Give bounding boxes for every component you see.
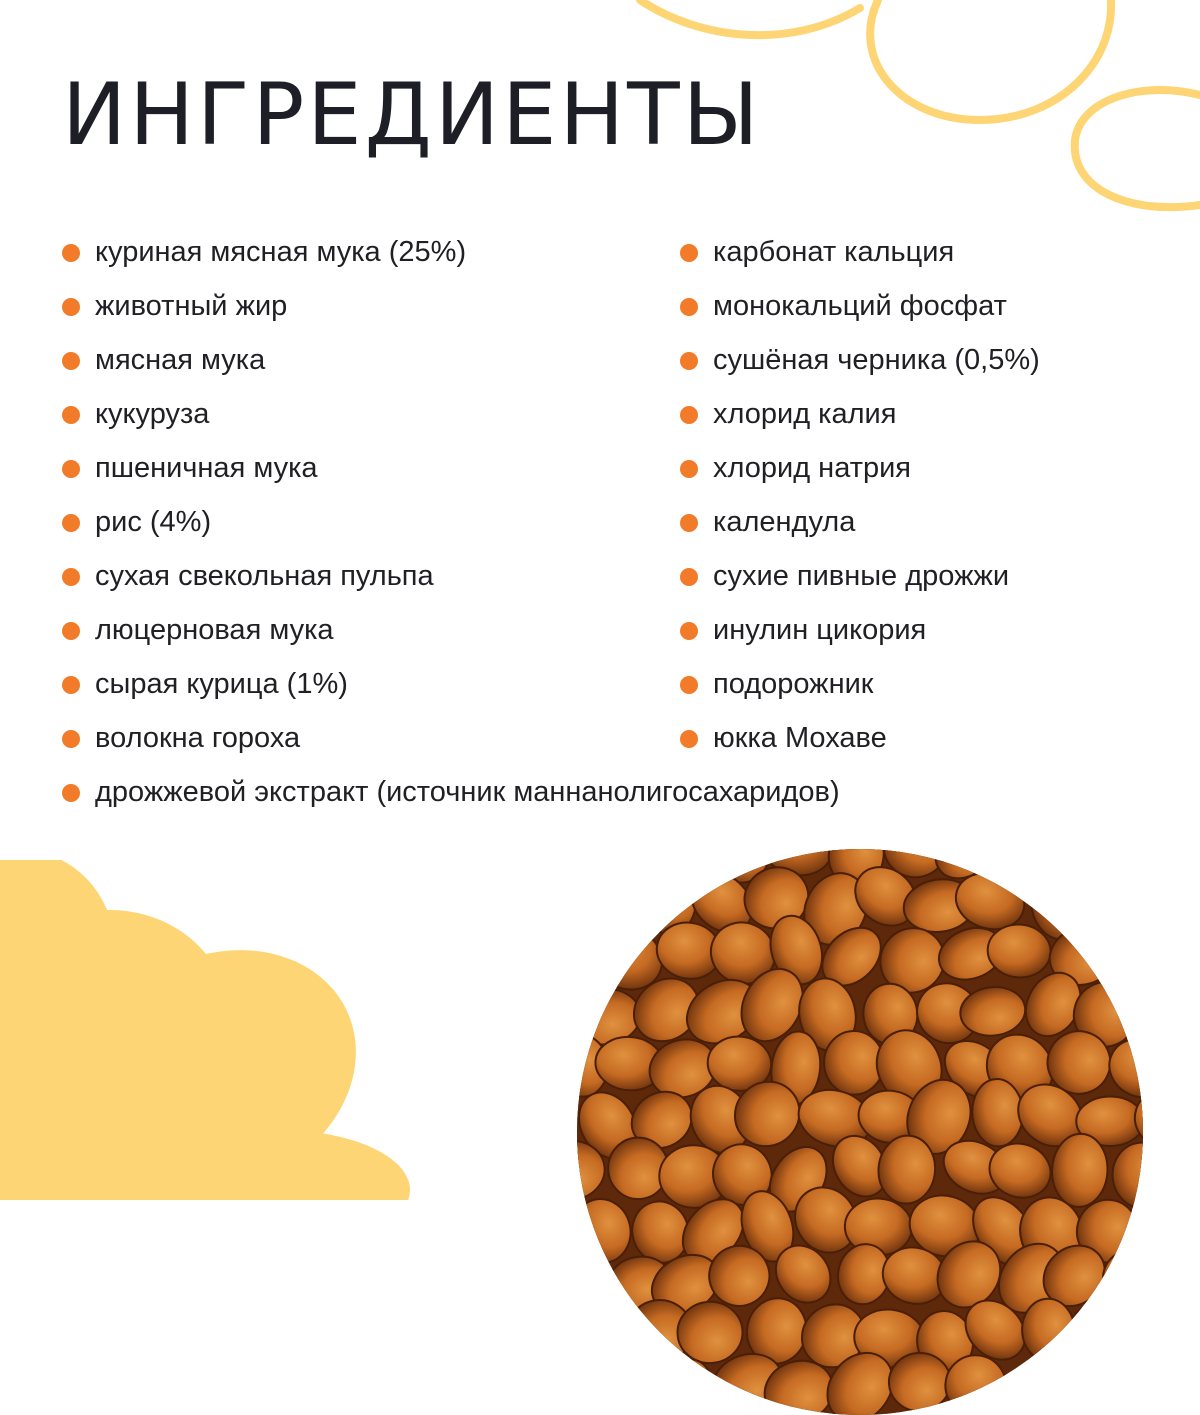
- list-item: [680, 225, 1040, 279]
- ingredient-label: карбонат кальция: [713, 235, 955, 268]
- kibble-piece: [1028, 1337, 1123, 1415]
- ingredient-label: подорожник: [713, 667, 874, 700]
- ingredients-list-right: [680, 225, 1040, 765]
- ingredient-label: кукуруза: [95, 397, 210, 430]
- list-item: [680, 441, 1040, 495]
- bullet-icon: [62, 676, 80, 694]
- ingredient-label: сушёная черника (0,5%): [713, 343, 1040, 376]
- list-item: [680, 279, 1040, 333]
- flower-decoration: [0, 860, 420, 1200]
- bullet-icon: [680, 352, 698, 370]
- kibble-piece: [577, 854, 640, 940]
- list-item: [680, 603, 1040, 657]
- bullet-icon: [680, 298, 698, 316]
- ingredient-label: сырая курица (1%): [95, 667, 348, 700]
- bullet-icon: [62, 244, 80, 262]
- bullet-icon: [62, 298, 80, 316]
- kibble-piece: [599, 1357, 668, 1415]
- bullet-icon: [680, 730, 698, 748]
- kibble-piece: [577, 1346, 612, 1415]
- bullet-icon: [62, 784, 80, 802]
- ingredient-label: куриная мясная мука (25%): [95, 235, 467, 268]
- kibble-photo: [577, 849, 1143, 1415]
- ingredient-label: инулин цикория: [713, 613, 927, 646]
- kibble-piece: [823, 1030, 884, 1095]
- kibble-piece: [661, 849, 710, 888]
- bullet-icon: [680, 406, 698, 424]
- kibble-piece: [1130, 978, 1143, 1053]
- list-item: [680, 549, 1040, 603]
- kibble-piece: [1132, 1294, 1143, 1365]
- kibble-illustration: [577, 849, 1143, 1415]
- kibble-piece: [595, 849, 671, 887]
- bullet-icon: [62, 730, 80, 748]
- bullet-icon: [680, 568, 698, 586]
- ingredient-label: монокальций фосфат: [713, 289, 1007, 322]
- list-item: [680, 711, 1040, 765]
- bullet-icon: [680, 244, 698, 262]
- bullet-icon: [680, 460, 698, 478]
- bullet-icon: [680, 676, 698, 694]
- ingredient-label: сухая свекольная пульпа: [95, 559, 434, 592]
- list-item: [680, 495, 1040, 549]
- list-item: [680, 333, 1040, 387]
- ingredient-label: хлорид натрия: [713, 451, 912, 484]
- ingredient-label: дрожжевой экстракт (источник маннанолигосахаридов): [95, 775, 840, 808]
- bullet-icon: [62, 406, 80, 424]
- kibble-piece: [577, 1294, 643, 1380]
- list-item: [680, 387, 1040, 441]
- ingredient-label: рис (4%): [95, 505, 212, 538]
- kibble-piece: [577, 849, 608, 885]
- bullet-icon: [62, 514, 80, 532]
- ingredient-label: сухие пивные дрожжи: [713, 559, 1010, 592]
- ingredient-label: юкка Мохаве: [713, 721, 887, 754]
- kibble-piece: [577, 930, 610, 993]
- ingredient-label: люцерновая мука: [95, 613, 334, 646]
- list-item: [62, 765, 840, 819]
- kibble-piece: [1065, 878, 1143, 935]
- bullet-icon: [62, 622, 80, 640]
- ingredient-label: мясная мука: [95, 343, 266, 376]
- ingredient-label: животный жир: [95, 289, 288, 322]
- kibble-piece: [1116, 865, 1143, 947]
- list-item: [680, 657, 1040, 711]
- kibble-piece: [1095, 1347, 1143, 1415]
- bullet-icon: [62, 568, 80, 586]
- kibble-piece: [1021, 1298, 1076, 1362]
- ingredient-label: хлорид калия: [713, 397, 897, 430]
- ingredient-label: волокна гороха: [95, 721, 301, 754]
- bullet-icon: [62, 460, 80, 478]
- kibble-piece: [1049, 849, 1124, 888]
- kibble-piece: [1110, 849, 1143, 886]
- page-title: ИНГРЕДИЕНТЫ: [62, 65, 762, 165]
- bullet-icon: [680, 622, 698, 640]
- ingredient-label: календула: [713, 505, 856, 538]
- bullet-icon: [680, 514, 698, 532]
- kibble-piece: [1136, 1186, 1143, 1263]
- ingredient-label: пшеничная мука: [95, 451, 318, 484]
- bullet-icon: [62, 352, 80, 370]
